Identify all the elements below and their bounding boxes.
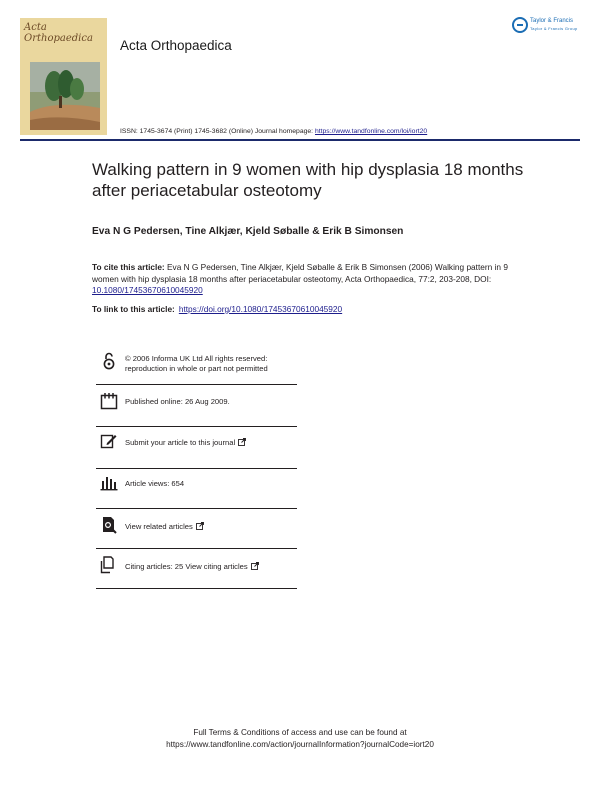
published-online-row — [96, 386, 297, 427]
related-articles-link[interactable] — [125, 522, 204, 532]
calendar-icon — [100, 392, 118, 410]
publisher-tagline: Taylor & Francis Group — [530, 26, 578, 31]
terms-footer-url-link[interactable]: https://www.tandfonline.com/action/journalInformation?journalCode=iort20 — [166, 740, 434, 749]
journal-homepage-link[interactable]: https://www.tandfonline.com/loi/iort20 — [314, 128, 428, 135]
citing-articles-link[interactable] — [125, 562, 259, 572]
article-doi-url-link[interactable]: https://doi.org/10.1080/17453670610045920 — [178, 304, 343, 314]
copy-icon — [100, 556, 118, 574]
citation-text: Eva N G Pedersen, Tine Alkjær, Kjeld Søballe & Erik B Simonsen (2006) Walking pattern in 9 women with hip dysplasia 18 months after periacetabular osteotomy, Acta Orthopaedica, 77:2, 203-208, DOI: — [92, 262, 508, 284]
search-document-icon — [100, 516, 118, 534]
bar-chart-icon — [100, 474, 118, 492]
header-divider — [20, 139, 580, 141]
copyright-text: © 2006 Informa UK Ltd All rights reserved: — [125, 354, 268, 363]
journal-cover-image — [20, 18, 107, 135]
related-articles-row[interactable] — [96, 510, 297, 549]
journal-name: Acta Orthopaedica — [120, 38, 232, 53]
cover-title-line2: Orthopaedica — [24, 33, 93, 44]
terms-footer-text: Full Terms & Conditions of access and use can be found at — [193, 728, 407, 737]
article-link-line — [92, 304, 342, 314]
issn-line — [120, 128, 427, 135]
cover-title — [24, 22, 104, 44]
published-online-text: Published online: 26 Aug 2009. — [125, 397, 230, 406]
issn-text: ISSN: 1745-3674 (Print) 1745-3682 (Online) Journal homepage: — [120, 128, 315, 135]
publisher-logo-icon — [512, 17, 528, 33]
terms-footer — [0, 727, 600, 751]
citation-doi-link[interactable]: 10.1080/17453670610045920 — [92, 285, 203, 295]
citing-articles-text[interactable]: Citing articles: 25 View citing articles — [125, 562, 248, 571]
article-authors: Eva N G Pedersen, Tine Alkjær, Kjeld Søballe & Erik B Simonsen — [92, 226, 404, 237]
article-views-text: Article views: 654 — [125, 479, 185, 488]
submit-article-text[interactable]: Submit your article to this journal — [125, 438, 236, 447]
external-link-icon — [251, 562, 259, 570]
related-articles-text[interactable]: View related articles — [125, 522, 193, 531]
submit-article-row[interactable] — [96, 428, 297, 469]
article-views-row — [96, 470, 297, 509]
copyright-text-line2: reproduction in whole or part not permitted — [125, 364, 268, 373]
citing-articles-row[interactable] — [96, 550, 297, 589]
publisher-logo[interactable] — [512, 17, 582, 37]
cover-title-line1: Acta — [24, 22, 47, 33]
publisher-name: Taylor & Francis — [530, 18, 574, 24]
article-title: Walking pattern in 9 women with hip dysplasia 18 months after periacetabular osteotomy — [92, 160, 524, 200]
cover-landscape-illustration — [30, 62, 100, 130]
external-link-icon — [196, 522, 204, 530]
edit-icon — [100, 432, 118, 450]
article-link-label: To link to this article: — [92, 304, 175, 314]
citation-block — [92, 262, 512, 297]
submit-article-link[interactable] — [125, 438, 246, 448]
external-link-icon — [238, 438, 246, 446]
copyright-row — [96, 344, 297, 385]
citation-label: To cite this article: — [92, 262, 165, 272]
open-access-lock-icon — [100, 352, 118, 370]
